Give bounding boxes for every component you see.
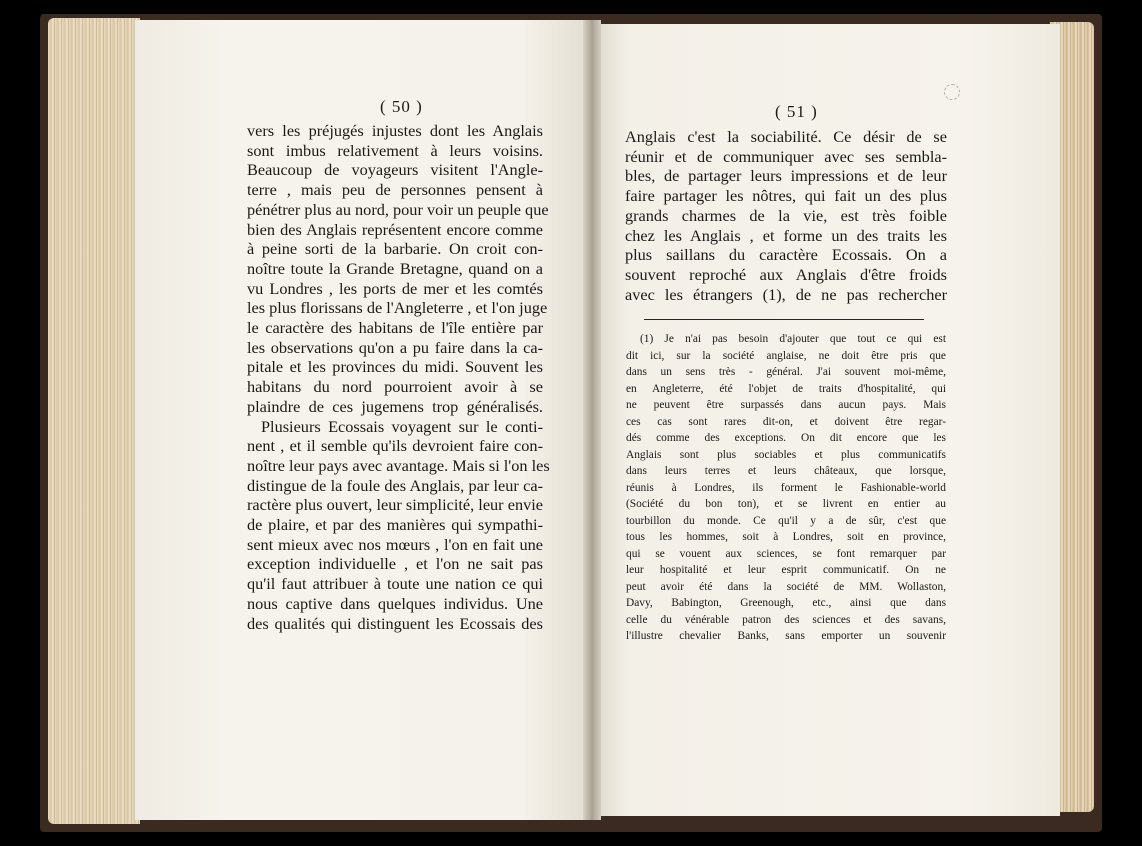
footnote-line: tourbillon du monde. Ce qu'il y a de sûr, c'est que [626,514,946,527]
footnote-line: tous les hommes, soit à Londres, soit en province, [626,531,946,543]
footnote-line: Davy, Babington, Greenough, etc., ainsi que dans [626,597,946,609]
text-line: faire partager les nôtres, qui fait un des plus [625,186,947,206]
text-line: noître leur pays avec avantage. Mais si l'on les [247,455,550,475]
text-line: Plusieurs Ecossais voyagent sur le conti- [261,416,543,436]
text-line: plaindre de ces jugemens trop généralisés. [247,396,543,416]
footnote-line: ne peuvent être surpassés dans aucun pays. Mais [626,399,946,411]
footnote [626,331,946,645]
footnote-line: dans leurs terres et leurs châteaux, que lorsque, [626,465,946,477]
text-line: sont imbus relativement à leurs voisins. [247,140,543,160]
footnote-line: leur hospitalité et leur esprit communicatif. On ne [626,564,946,576]
footnote-line: réunis à Londres, ils forment le Fashionable-world [626,481,946,494]
right-page-body [625,127,947,304]
footnote-line: Anglais sont plus sociables et plus communicatifs [626,448,946,461]
footnote-line: qui se vouent aux sciences, se font remarquer par [626,547,946,560]
text-line: sent mieux avec nos mœurs , l'on en fait une [247,534,543,554]
footnote-line: dés comme des exceptions. On dit encore que les [626,432,946,444]
footnote-line: (1) Je n'ai pas besoin d'ajouter que tout ce qui est [640,333,946,345]
text-line: à peine sorti de la barbarie. On croit con- [247,239,543,259]
text-line: exception individuelle , et l'on ne sait pas [247,554,543,574]
text-line: Anglais c'est la sociabilité. Ce désir de se [625,127,947,146]
text-line: chez les Anglais , et forme un des traits les [625,225,947,245]
footnote-line: peut avoir été dans la société de MM. Wollaston, [626,580,946,593]
left-page-edges [48,18,140,824]
text-line: grands charmes de la vie, est très foible [625,205,947,225]
text-line: ractère plus ouvert, leur simplicité, leur envie [247,495,543,515]
text-line: les observations qu'on a pu faire dans la ca- [247,337,543,357]
text-line: nent , et il semble qu'ils devroient faire con- [247,436,543,456]
library-stamp-mark [944,84,960,100]
text-line: avec les étrangers (1), de ne pas rechercher [625,284,947,304]
footnote-rule [644,319,924,320]
footnote-line: (Société du bon ton), et se livrent en entier au [626,498,946,510]
text-line: distingue de la foule des Anglais, par leur ca- [247,475,543,495]
text-line: terre , mais peu de personnes pensent à [247,180,543,200]
left-page-body [247,121,550,633]
text-line: pénétrer plus au nord, pour voir un peuple que [247,199,549,219]
left-page-number: ( 50 ) [380,97,423,116]
text-line: plus saillans du caractère Ecossais. On a [625,245,947,265]
book-gutter [583,20,601,820]
footnote-line: dans un sens très - général. J'ai souvent moi-même, [626,366,946,378]
text-line: habitans du nord pourroient avoir à se [247,377,543,397]
text-line: des qualités qui distinguent les Ecossais des [247,613,543,633]
footnote-line: l'illustre chevalier Banks, sans emporter un souvenir [626,630,946,642]
footnote-line: dit ici, sur la société anglaise, ne doit être pris que [626,349,946,362]
right-page-number: ( 51 ) [775,102,818,121]
text-line: bien des Anglais représentent encore comme [247,219,543,239]
text-line: souvent reproché aux Anglais d'être froids [625,264,947,284]
text-line: réunir et de communiquer avec ses sembla- [625,146,947,166]
text-line: le caractère des habitans de l'île entière par [247,318,543,338]
text-line: nous captive dans quelques individus. Une [247,593,543,613]
text-line: qu'il faut attribuer à toute une nation ce qui [247,574,543,594]
text-line: bles, de partager leurs impressions et de leur [625,166,947,186]
text-line: vers les préjugés injustes dont les Anglais [247,121,543,140]
footnote-line: ces cas sont rares dit-on, et doivent être regar- [626,415,946,428]
footnote-line: celle du vénérable patron des sciences et des savans, [626,613,946,626]
text-line: pitale et les provinces du midi. Souvent les [247,357,543,377]
text-line: de plaire, et par des manières qui sympathi- [247,515,543,535]
text-line: noître toute la Grande Bretagne, quand on a [247,258,543,278]
text-line: les plus florissans de l'Angleterre , et l'on juge [247,298,548,318]
footnote-line: en Angleterre, été l'objet de traits d'hospitalité, qui [626,382,946,395]
text-line: Beaucoup de voyageurs visitent l'Angle- [247,160,543,180]
text-line: vu Londres , les ports de mer et les comtés [247,278,543,298]
